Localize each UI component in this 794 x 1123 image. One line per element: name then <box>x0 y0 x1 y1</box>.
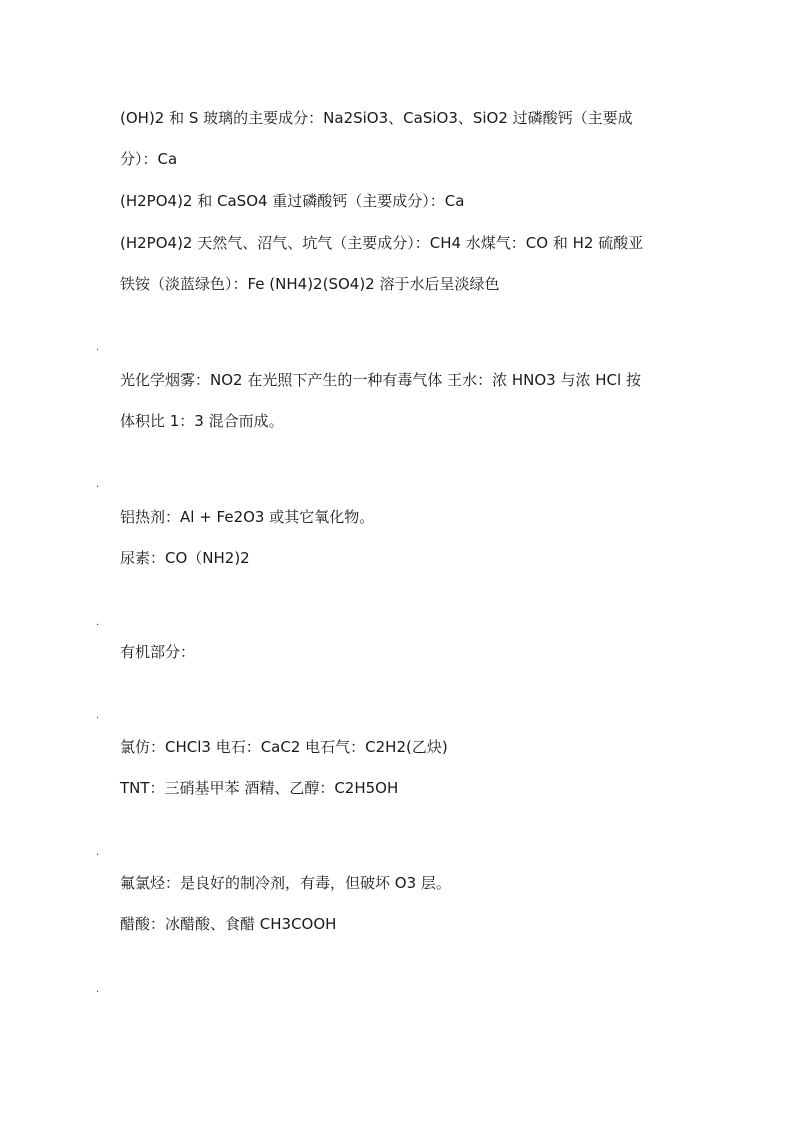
text-line-7: 体积比 1：3 混合而成。 <box>120 412 284 430</box>
section-marker: . <box>96 710 100 721</box>
text-line-10: 有机部分： <box>120 643 196 661</box>
text-line-11: 氯仿：CHCl3 电石：CaC2 电石气：C2H2(乙炔) <box>120 738 448 756</box>
section-marker: . <box>96 984 100 995</box>
text-line-1: (OH)2 和 S 玻璃的主要成分：Na2SiO3、CaSiO3、SiO2 过磷酸钙（主要成 <box>120 109 633 127</box>
section-marker: . <box>96 342 100 353</box>
text-line-8: 铝热剂：Al + Fe2O3 或其它氧化物。 <box>120 508 375 526</box>
text-line-3: (H2PO4)2 和 CaSO4 重过磷酸钙（主要成分）：Ca <box>120 192 465 210</box>
section-marker: . <box>96 617 100 628</box>
text-line-6: 光化学烟雾：NO2 在光照下产生的一种有毒气体 王水：浓 HNO3 与浓 HCl 按 <box>120 371 641 389</box>
text-line-5: 铁铵（淡蓝绿色）：Fe (NH4)2(SO4)2 溶于水后呈淡绿色 <box>120 275 500 293</box>
text-line-9: 尿素：CO（NH2)2 <box>120 549 250 567</box>
text-line-13: 氟氯烃：是良好的制冷剂，有毒，但破坏 O3 层。 <box>120 874 451 892</box>
section-marker: . <box>96 847 100 858</box>
text-line-2: 分）：Ca <box>120 150 178 168</box>
text-line-14: 醋酸：冰醋酸、食醋 CH3COOH <box>120 915 337 933</box>
text-line-4: (H2PO4)2 天然气、沼气、坑气（主要成分）：CH4 水煤气：CO 和 H2 硫酸亚 <box>120 234 644 252</box>
text-line-12: TNT：三硝基甲苯 酒精、乙醇：C2H5OH <box>120 779 399 797</box>
section-marker: . <box>96 479 100 490</box>
